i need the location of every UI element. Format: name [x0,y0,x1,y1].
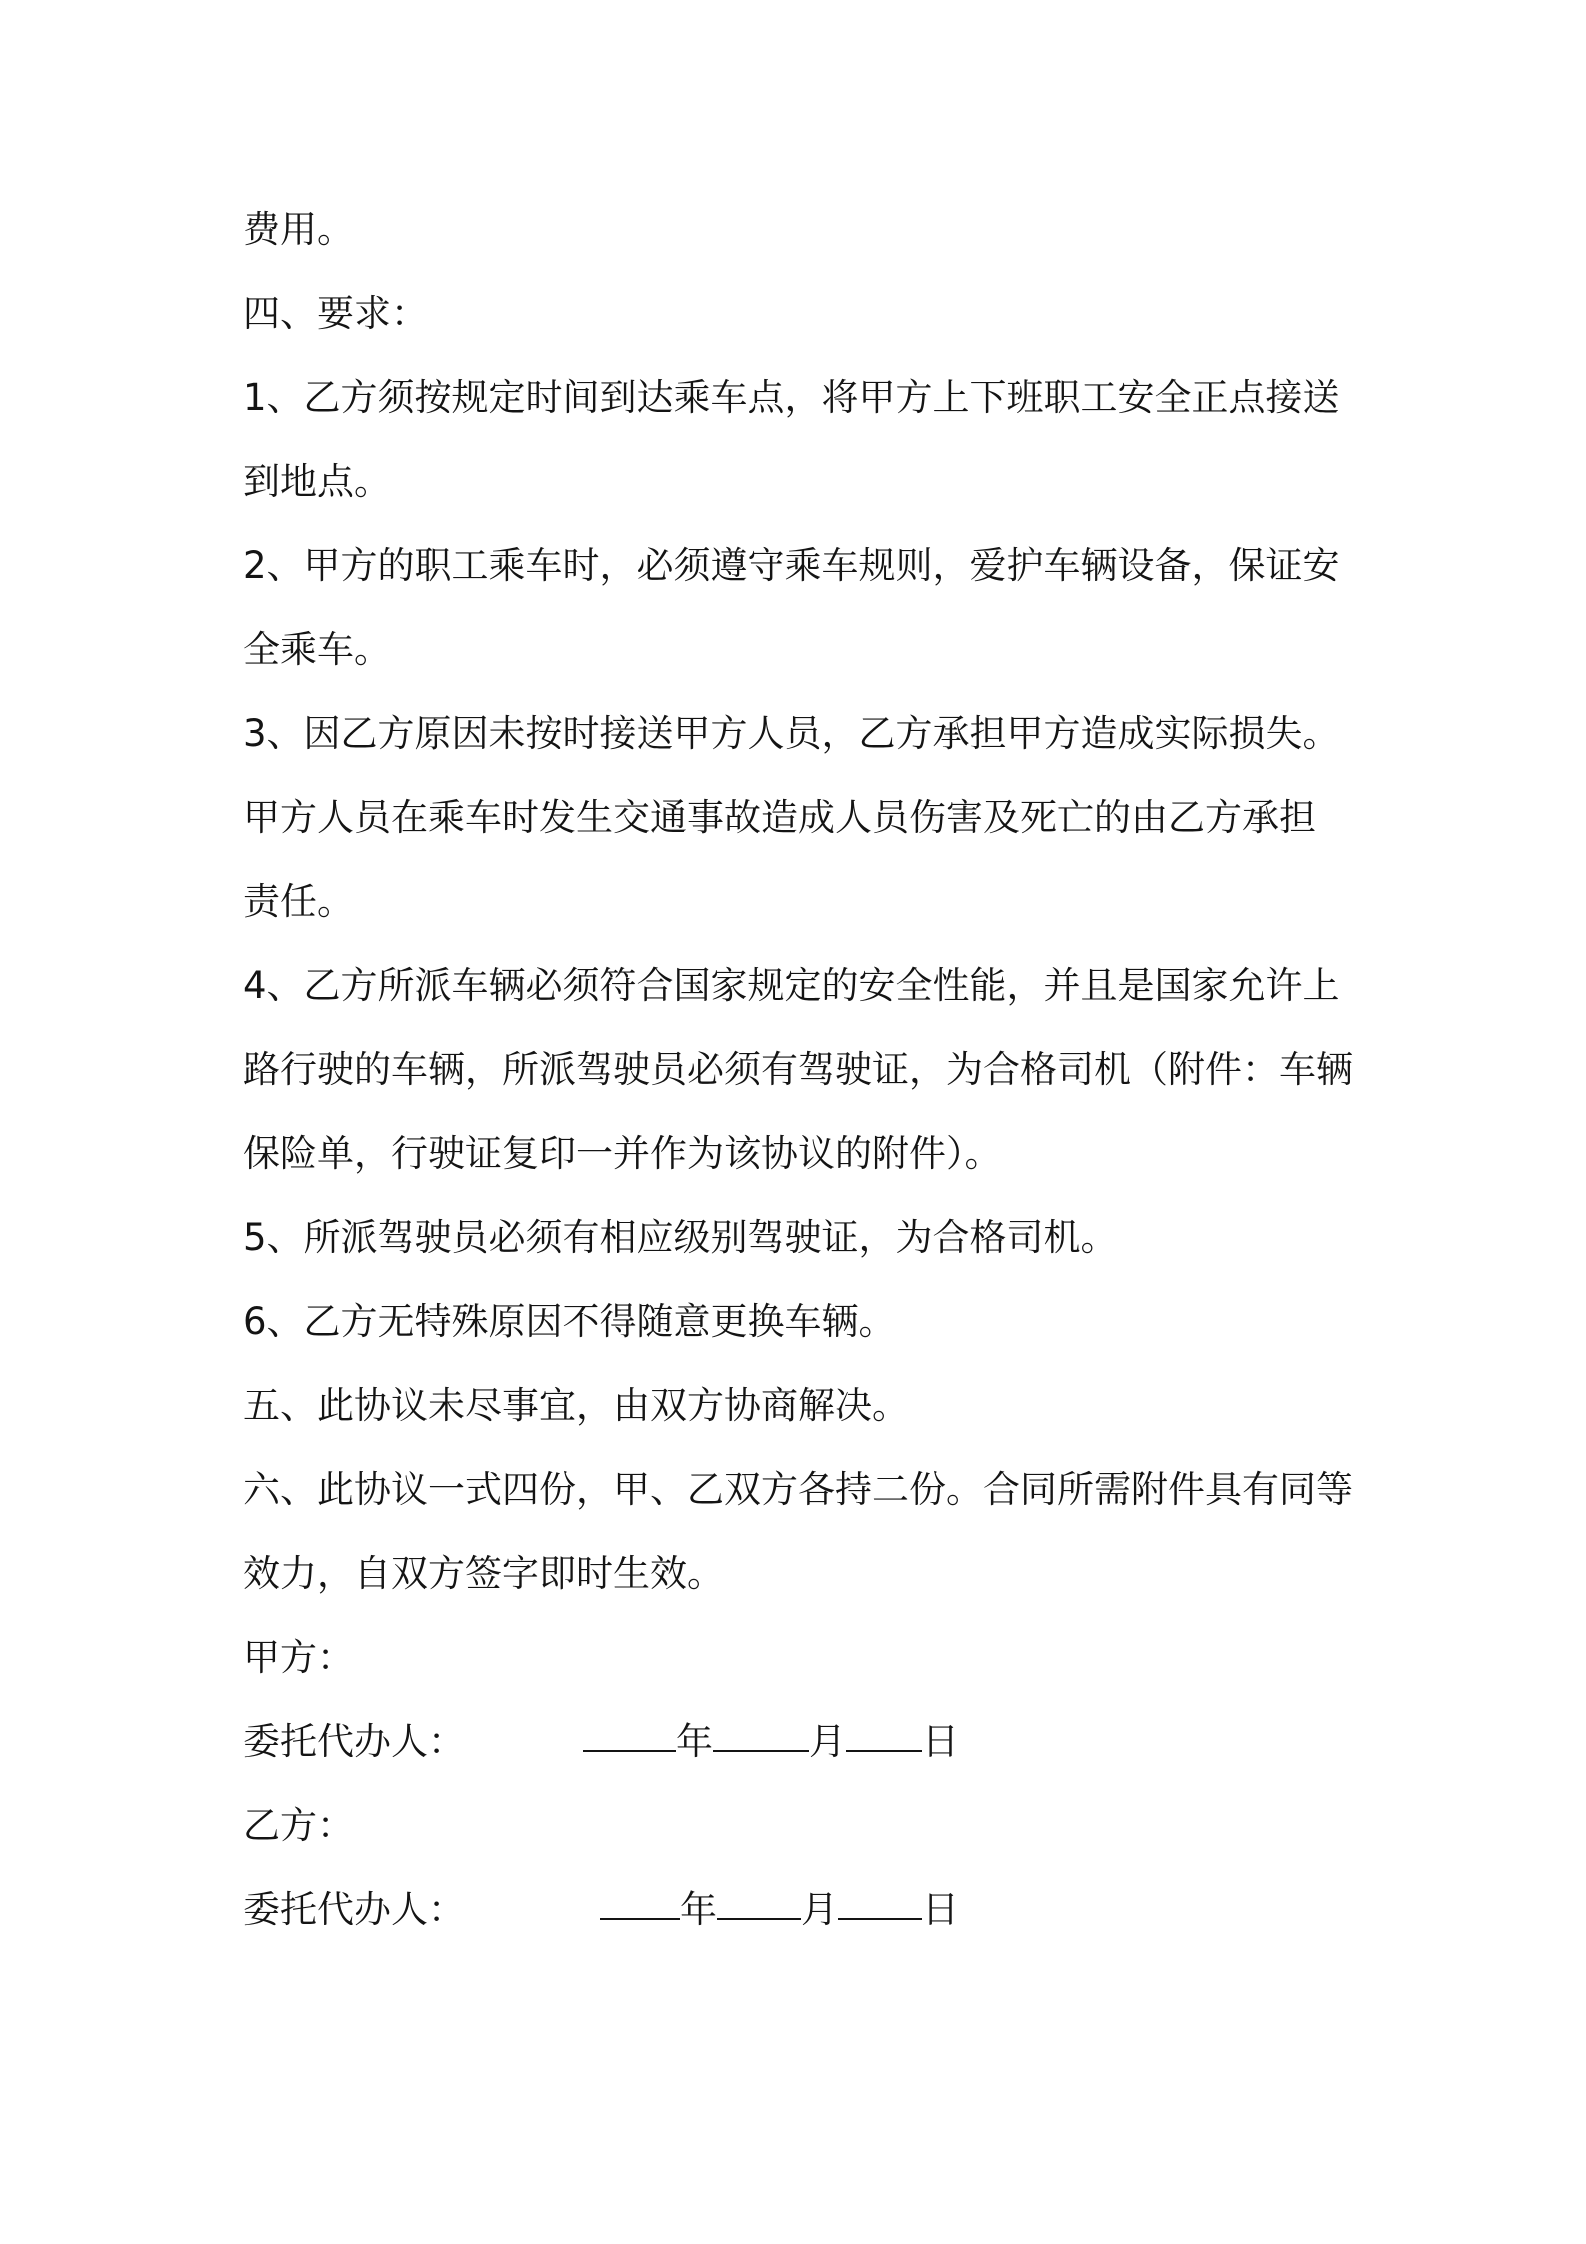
text-line: 2、甲方的职工乘车时，必须遵守乘车规则，爱护车辆设备，保证安 [243,544,1340,587]
month-label: 月 [801,1888,838,1931]
text-line: 1、乙方须按规定时间到达乘车点，将甲方上下班职工安全正点接送 [243,376,1340,419]
year-blank [600,1868,680,1920]
party-a-date [583,1700,959,1784]
section-five-line: 五、此协议未尽事宜，由双方协商解决。 [243,1384,909,1427]
text-line: 甲方人员在乘车时发生交通事故造成人员伤害及死亡的由乙方承担 [243,796,1316,839]
party-b-agent-label: 委托代办人： [243,1888,465,1931]
text-line: 路行驶的车辆，所派驾驶员必须有驾驶证，为合格司机（附件：车辆 [243,1048,1353,1091]
text-line: 到地点。 [243,460,391,503]
agreement-body [243,188,1368,1952]
text-line: 4、乙方所派车辆必须符合国家规定的安全性能，并且是国家允许上 [243,964,1340,1007]
year-label: 年 [680,1888,717,1931]
text-line: 费用。 [243,208,354,251]
day-label: 日 [922,1888,959,1931]
text-line: 3、因乙方原因未按时接送甲方人员，乙方承担甲方造成实际损失。 [243,712,1340,755]
day-label: 日 [922,1720,959,1763]
text-line: 6、乙方无特殊原因不得随意更换车辆。 [243,1300,896,1343]
text-line: 责任。 [243,880,354,923]
party-a-label: 甲方： [243,1636,354,1679]
party-a-agent-label: 委托代办人： [243,1720,465,1763]
section-heading-requirements: 四、要求： [243,292,428,335]
text-line: 全乘车。 [243,628,391,671]
party-b-agent-row [243,1868,1368,1952]
text-line: 保险单，行驶证复印一并作为该协议的附件）。 [243,1132,1002,1175]
section-six-line: 六、此协议一式四份，甲、乙双方各持二份。合同所需附件具有同等 [243,1468,1353,1511]
month-blank [717,1868,801,1920]
year-label: 年 [676,1720,713,1763]
month-label: 月 [809,1720,846,1763]
party-b-date [600,1868,959,1952]
month-blank [713,1700,809,1752]
year-blank [583,1700,676,1752]
day-blank [846,1700,922,1752]
day-blank [838,1868,922,1920]
party-a-agent-row [243,1700,1368,1784]
text-line: 效力，自双方签字即时生效。 [243,1552,724,1595]
text-line: 5、所派驾驶员必须有相应级别驾驶证，为合格司机。 [243,1216,1118,1259]
party-b-label: 乙方： [243,1804,354,1847]
